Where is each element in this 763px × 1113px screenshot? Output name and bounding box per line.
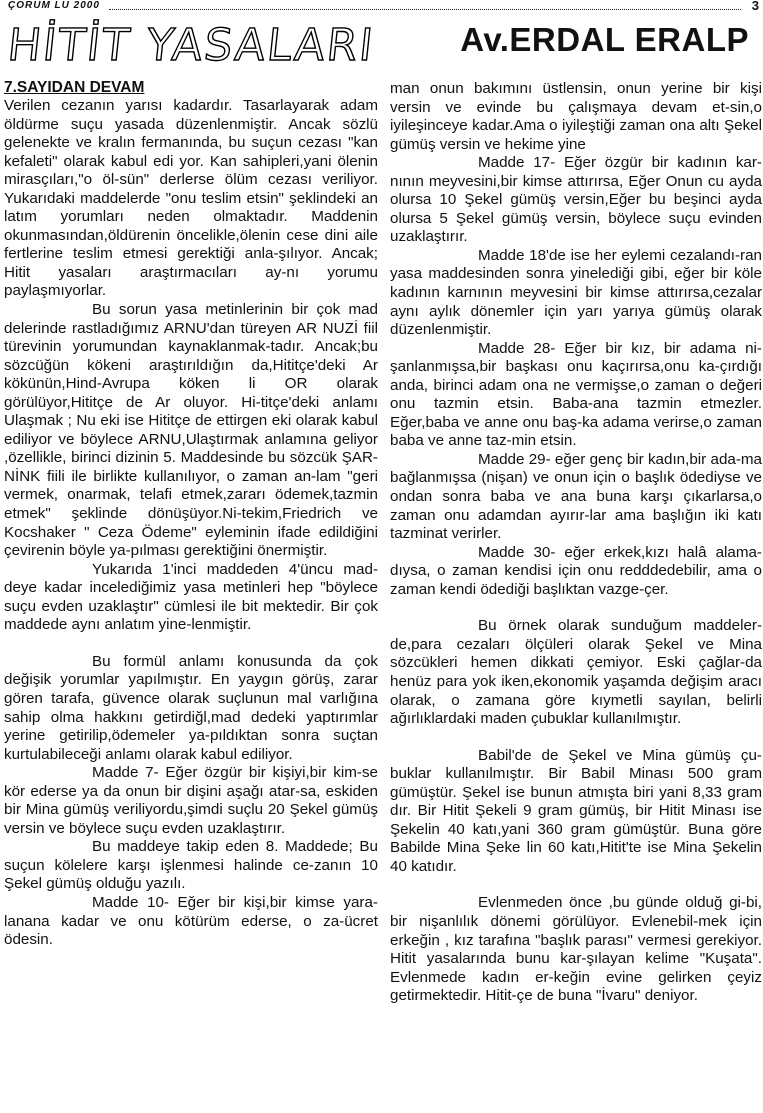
paragraph: Bu formül anlamı konusunda da çok değişik yorumlar yapılmıştır. En yaygın görüş, zarar gören tarafa, güvence olarak suçlunun mal varlığına sahip olma hakkını getirdiğl,mad dedeki yaptırımlar yerine getirilip,ödemeler ya-pıldıktan sonra suçtan kurtulabileceği anlamı olarak kabul ediliyor. [4, 652, 378, 763]
paragraph: man onun bakımını üstlensin, onun yerine bir kişi versin ve evinde bu çalışmaya devam et-sin,o iyileşinceye kadar.Ama o iyileştiği zaman ona altı Şekel gümüş versin ve hekime yine [390, 80, 762, 153]
title-row [0, 16, 763, 70]
paragraph: Madde 7- Eğer özgür bir kişiyi,bir kim-se kör ederse ya da onun bir dişini aşağı atar-sa, eskiden bir Mina gümüş veriliyordu,şimdi suçlu 20 Şekel gümüş versin ve böylece suçu evden uzaklaştırır. [4, 764, 378, 837]
paragraph: Madde 29- eğer genç bir kadın,bir ada-ma bağlanmışsa (nişan) ve onun için o başlık ödediyse ve ondan sonra baba ve ana buna karşı çıkarlarsa,o zaman onu adamdan ayırır-lar ama başlığın iki katı tazminat verirler. [390, 450, 762, 543]
paragraph: Madde 18'de ise her eylemi cezalandı-ran yasa maddesinden sonra yinelediği gibi, eğer bir köle kadının karnının meyvesini bir kimse attırırsa,cezalar aynı aylık dönemler için yarı yarıya gümüş olarak düzenlenmiştir. [390, 246, 762, 339]
section-heading: 7.SAYIDAN DEVAM [4, 79, 145, 96]
paragraph: Madde 28- Eğer bir kız, bir adama ni-şanlanmışsa,bir başkası onu kaçırırsa,onu ka-çırdığı anda, birinci adam ona ne vermişse,o zaman o değeri onu tazmin etsin. Baba-ana tazmin etmezler. Eğer,baba ve anne onu baş-ka adama verirse,o zaman baba ve anne taz-min etsin. [390, 339, 762, 450]
series-title: HİTİT YASALARI [5, 20, 378, 71]
paragraph: Madde 30- eğer erkek,kızı halâ alama-dıysa, o zaman kendisi için onu redddedebilir, ama o zaman kendi ödediği başlıktan vazge-çer. [390, 543, 762, 598]
paragraph: Yukarıda 1'inci maddeden 4'üncu mad-deye kadar incelediğimiz yasa metinleri hep "böylece suçu evden uzaklaştır" cümlesi ile bit mektedir. Bir çok maddede aynı anlatım yine-lenmiştir. [4, 560, 378, 634]
header-dotted-rule [109, 9, 741, 10]
page-header [4, 0, 759, 14]
paragraph: Madde 10- Eğer bir kişi,bir kimse yara-lanana kadar ve onu kötürüm ederse, o za-ücret ödesin. [4, 893, 378, 949]
paragraph: Bu sorun yasa metinlerinin bir çok mad delerinde rastladığımız ARNU'dan türeyen AR NUZİ fiil türevinin yorumundan kaynaklanmak-tadır. Ancak;bu sözcüğün kökeni araştırıldığın da,Hititçe'deki Ar kökünün,Hind-Avrupa köken li OR olarak görülüyor,Hititçe de Ar oluyor. Hi-titçe'deki anlamı Ulaşmak ; Nu eki ise Hititçe de ettirgen eki olarak kabul ediliyor ve böylece ARNU,Ulaştırmak anlamına geliyor ,özellikle, birinci dizinin 5. Maddesinde bu sözcük ŞAR-NİNK fiili ile birlikte kullanılıyor, o zaman an-lam "geri vermek, onarmak, telafi etmek,zararı ödemek,tazmin etmek" şeklinde dönüşüyor.Ni-tekim,Friedrich ve Kocshaker " Ceza Ödeme" eyleminin ifade edildiğini çevirenin böyle ya-pılması gerektiğini önermiştir. [4, 301, 378, 560]
paragraph: Bu örnek olarak sunduğum maddeler-de,para cezaları ölçüleri olarak Şekel ve Mina sözcükleri hemen dikkati çemiyor. Eski çağlar-da henüz para yok iken,ekonomik yaşamda değişim aracı olarak, o zamana göre kıymetli sayılan, belirli ağırlıklardaki maden çubuklar kullanılmıştır. [390, 617, 762, 728]
paragraph: Verilen cezanın yarısı kadardır. Tasarlayarak adam öldürme suçu yasada düzenlenmiştir. Ancak sözlü gelenekte ve kralın fermanında, bu suçun cezası "kan kefaleti" olarak kabul edi yor. Kan sahipleri,yani ölenin mirasçıları,"o öl-sün" derlerse ölüm cezası veriliyor. Yukarıdaki maddelerde "onu teslim etsin" şeklindeki an latım yorumları neden olmaktadır. Maddenin okunmasından,öldürenin öncelikle,ölenin cese dini aile fertlerine teslim etmesi gerektiği anla-şılıyor. Ancak; Hitit yasaları araştırmacıları ay-nı yorumu paylaşmıyorlar. [4, 97, 378, 300]
paragraph: Bu maddeye takip eden 8. Maddede; Bu suçun kölelere karşı işlenmesi halinde ce-zanın 10 Şekel gümüş olduğu yazılı. [4, 838, 378, 893]
newspaper-name: ÇORUM LU 2000 [8, 0, 100, 11]
left-column [4, 78, 378, 950]
paragraph: Madde 17- Eğer özgür bir kadının kar-nının meyvesini,bir kimse attırırsa, Eğer Onun cu ayda olursa 10 Şekel gümüş versin,Eğer bu beşinci ayda olursa 5 Şekel gümüş versin, böylece suçu evinden uzaklaştırır. [390, 154, 762, 246]
right-column [390, 80, 762, 1006]
paragraph: Babil'de de Şekel ve Mina gümüş çu-buklar kullanılmıştır. Bir Babil Minası 500 gram gümüştür. Şekel ise bunun atmışta biri yani 8,33 gram dır. Bir Hitit Şekeli 9 gram gümüş, bir Hitit Minası ise Şekelin 40 katı,yani 360 gram gümüştür. Buna göre Babilde Mina Şeke lin 60 katı,Hitit'te ise Mina Şekelin 40 katıdır. [390, 746, 762, 875]
paragraph: Evlenmeden önce ,bu günde olduğ gi-bi, bir nişanlılık dönemi görülüyor. Evlenebil-mek için erkeğin , kız tarafına "başlık parası" vermesi gerekiyor. Hitit yasalarında bunu kar-şılayan kelime "Kuşata". Evlenmede kadın er-keğin evine gelirken çeyiz getirmektedir. Hitit-çe de buna "İvaru" deniyor. [390, 894, 762, 1005]
author-name: Av.ERDAL ERALP [460, 21, 749, 58]
page-number: 3 [751, 0, 759, 13]
